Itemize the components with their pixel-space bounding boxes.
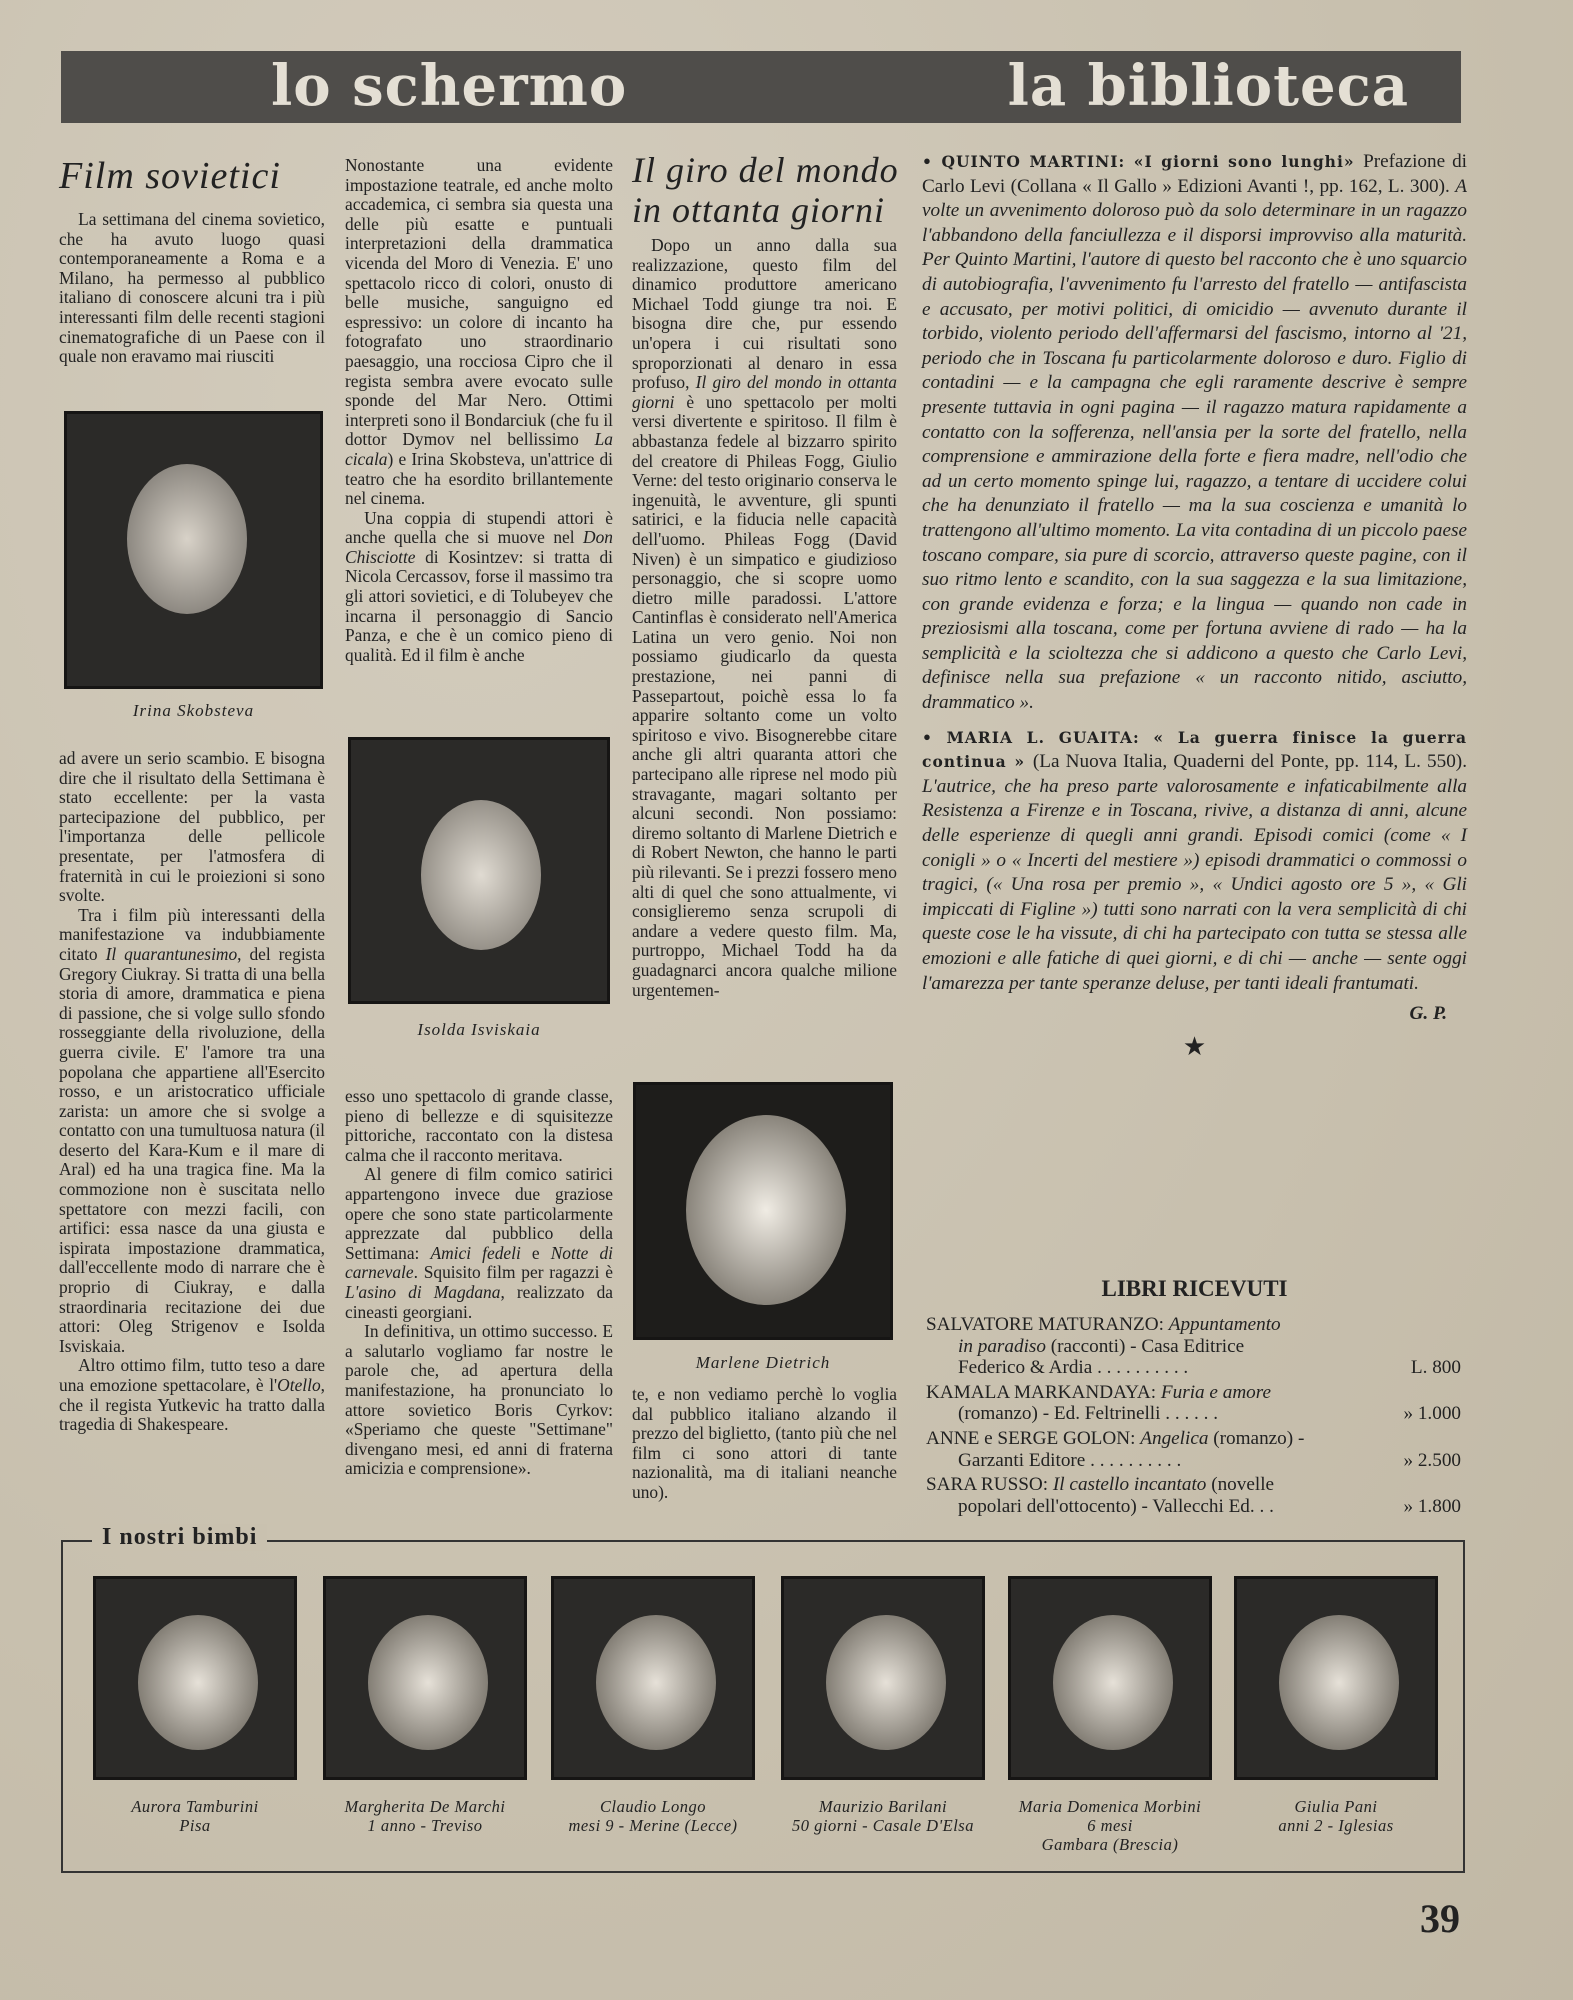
kid-caption	[768, 1797, 998, 1835]
kid-name: Maurizio Barilani	[818, 1797, 948, 1816]
text-run: , realizzato da cineasti georgiani.	[345, 1281, 613, 1322]
kid-info: anni 2 - Iglesias	[1278, 1816, 1394, 1835]
text-run: La cicala	[345, 429, 613, 469]
kid-caption	[80, 1797, 310, 1835]
kid-caption	[1221, 1797, 1451, 1835]
photo-caption: Irina Skobsteva	[132, 701, 255, 720]
article-body-col1	[59, 749, 325, 1435]
book-entry	[926, 1382, 1461, 1425]
kid-info: Pisa	[179, 1816, 211, 1835]
review-signature: G. P.	[1409, 1003, 1447, 1025]
kid-photo	[93, 1576, 297, 1780]
paragraph	[59, 210, 325, 367]
article-body-col2	[345, 1087, 613, 1479]
kid-info: 6 mesi	[1087, 1816, 1133, 1835]
text-run: Don Chisciotte	[345, 527, 613, 567]
text-run: Angelica	[1140, 1427, 1209, 1449]
paragraph	[345, 1165, 613, 1322]
article-body-col2-top	[345, 156, 613, 665]
text-run: L'asino di Magdana	[345, 1281, 501, 1302]
article-body-col3	[632, 236, 897, 1000]
text-run: A volte un avvenimento doloroso può da solo determinare in un ragazzo l'abbandono della fanciullezza e il disporsi improvviso alla maturità. Per Quinto Martini, l'autore di questo bel racconto che è uno squarcio di autobiografia, l'avvenimento fu l'arresto del fratello — antifascista e accusato, per motivi politici, di omicidio — avvenuto durante il torbido, violento periodo dell'affermarsi del fascismo, intorno al '21, periodo che in Toscana fu particolarmente doloroso e duro. Figlio di contadini — e la campagna che egli raramente descrive è sempre presente tuttavia in ogni pagina — il ragazzo matura rapidamente a contatto con la sofferenza, nell'ansia per la sorte del fratello, nella comprensione e ammirazione della forte e fiera madre, nell'odio che ad un certo momento spinge lui, ragazzo, a tentare di uccidere colui che ha denunziato il fratello — ma la sua coscienza e umanità lo trattengono all'ultimo momento. La vita contadina di un piccolo paese toscano compare, sia pure di scorcio, attraverso queste pagine, con il suo ritmo lento e scandito, con la sua saggezza e la sua limitazione, con grande evidenza e forza; e la lingua — quando non cade in preziosismi alla toscana, come per fortuna avviene di rado — ha la semplicità e la scioltezza che si addicono a questo che Carlo Levi, definisce nella sua prefazione « un racconto nitido, asciutto, drammatico ».	[922, 175, 1467, 714]
text-run: Prefazione di Carlo Levi (Collana « Il Gallo » Edizioni Avanti !, pp. 162, L. 300).	[922, 151, 1467, 197]
kid-name: Claudio Longo	[600, 1797, 706, 1816]
paragraph	[59, 906, 325, 1357]
text-run: in paradiso	[958, 1335, 1046, 1357]
photo-isolda-isviskaia	[348, 737, 610, 1004]
text-run: SARA RUSSO:	[926, 1474, 1053, 1496]
kid-caption	[995, 1797, 1225, 1854]
kid-name: Aurora Tamburini	[131, 1797, 259, 1816]
text-run: ) e Irina Skobsteva, un'attrice di teatro che ha esordito brillantemente nel cinema.	[345, 448, 613, 509]
kid-info: mesi 9 - Merine (Lecce)	[568, 1816, 738, 1835]
book-entry	[926, 1474, 1461, 1517]
title-line: Il giro del mondo	[632, 150, 899, 190]
text-run: , del regista Gregory Ciukray. Si tratta di una bella storia di amore, drammatica e piena di passione, che si volge sullo sfondo rosseggiante della rivoluzione, della guerra civile. E' l'amore tra una popolana che appartiene all'Esercito rosso, e un aristocratico ufficiale zarista: un amore che si svolge a contatto con una tumultuosa natura (il deserto del Kara-Kum e il mare di Aral) ed ha una tragica fine. Ma la commozione non è suscitata nello spettatore con mezzi facili, con artifici: essa nasce da una giusta e ispirata impostazione drammatica, dall'eccellente modo di narrare che è proprio di Ciukray, e dalla straordinaria recitazione dei due attori: Oleg Strigenov e Isolda Isviskaia.	[59, 943, 325, 1356]
text-run: In definitiva, un ottimo successo. E a salutarlo vogliamo far nostre le parole che, ad apertura della manifestazione, ha pronunciato lo attore sovietico Boris Cyrkov: «Speriamo che queste "Settimane" divengano mesi, ed anni di fraterna amicizia e comprensione».	[345, 1321, 613, 1479]
text-run: te, e non vediamo perchè lo voglia dal pubblico italiano alzando il prezzo del biglietto, (tanto più che nel film ci sono attori di tante nazionalità, ma di italiani neanche uno).	[632, 1384, 897, 1502]
photo-caption: Isolda Isviskaia	[417, 1020, 541, 1039]
book-line	[926, 1336, 1351, 1358]
text-run: Il quarantunesimo	[105, 943, 238, 964]
section-title-lo-schermo: lo schermo	[271, 53, 628, 119]
text-run: Al genere di film comico satirici appartengono invece due graziose opere che sono state particolarmente apprezzate dal pubblico della Settimana:	[345, 1164, 613, 1263]
libri-ricevuti-title: LIBRI RICEVUTI	[1101, 1276, 1288, 1301]
book-line	[926, 1314, 1351, 1336]
photo-marlene-dietrich	[633, 1082, 893, 1340]
text-run: Una coppia di stupendi attori è anche quella che si muove nel	[345, 507, 613, 548]
book-line	[926, 1496, 1351, 1518]
text-run: Otello	[277, 1375, 321, 1395]
article-title-film-sovietici: Film sovietici	[59, 155, 281, 197]
kid-photo	[781, 1576, 985, 1780]
text-run: , che il regista Yutkevic ha tratto dalla tragedia di Shakespeare.	[59, 1375, 325, 1435]
kid-name: Maria Domenica Morbini	[1018, 1797, 1202, 1816]
kid-caption	[538, 1797, 768, 1835]
book-line	[926, 1474, 1351, 1496]
book-price: » 1.000	[1403, 1403, 1461, 1425]
text-run: è uno spettacolo per molti versi divertente e spiritoso. Il film è abbastanza fedele al bizzarro spirito del creatore di Phileas Fogg, Giulio Verne: del testo originario conserva le ingenuità, le avventure, gli spunti satirici, e la fiducia nelle capacità dell'uomo. Phileas Fogg (David Niven) è un simpatico e giudizioso personaggio, che si scopre uomo dietro mille paradossi. L'attore Cantinflas è considerato nell'America Latina un vero genio. Noi non possiamo giudicarlo da questa prestazione, nei panni di Passepartout, poichè essa lo fa apparire soltanto come un volto spiritoso e vivo. Bisognerebbe citare anche gli altri quaranta attori che partecipano alle riprese nel modo più stravagante, magari soltanto per alcuni secondi. Non possiamo: diremo soltanto di Marlene Dietrich e di Robert Newton, che hanno le parti più rilevanti. Se i prezzi fossero meno alti di quel che sono attualmente, vi consiglieremo senza scrupoli di andare a vedere questo film. Ma, purtroppo, Michael Todd ha da guadagnarci ancora qualche milione urgentemen-	[632, 391, 897, 1000]
title-line: in ottanta giorni	[632, 190, 886, 230]
text-run: popolari dell'ottocento) - Vallecchi Ed. . .	[958, 1495, 1274, 1517]
text-run: • MARIA L. GUAITA: « La guerra finisce la guerra continua »	[922, 727, 1467, 772]
text-run: (novelle	[1206, 1474, 1275, 1496]
text-run: Notte di carnevale	[345, 1242, 614, 1283]
text-run: Furia e amore	[1160, 1381, 1272, 1403]
review-maria-guaita	[922, 726, 1467, 997]
book-price: » 2.500	[1403, 1449, 1461, 1471]
text-run: e	[520, 1242, 551, 1263]
article-body-col1-top	[59, 210, 325, 367]
text-run: Dopo un anno dalla sua realizzazione, questo film del dinamico produttore americano Michael Todd giunge tra noi. E bisogna dire che, pur essendo un'opera i cui risultati sono sproporzionati al denaro in essa profuso,	[632, 235, 897, 393]
text-run: • QUINTO MARTINI: «I giorni sono lunghi»	[922, 152, 1364, 171]
text-run: ANNE e SERGE GOLON:	[926, 1427, 1141, 1449]
bimbi-title: I nostri bimbi	[92, 1524, 267, 1551]
text-run: (La Nuova Italia, Quaderni del Ponte, pp. 114, L. 550).	[1032, 751, 1467, 773]
paragraph	[345, 509, 613, 666]
text-run: Nonostante una evidente impostazione teatrale, ed anche molto accademica, ci sembra sia questa una delle più esatte e puntuali interpretazioni della drammatica vicenda del Moro di Venezia. E' uno spettacolo ricco di colori, onusto di belle musiche, sanguigno ed espressivo: un colore di incanto ha fotografato uno straordinario paesaggio, una rocciosa Cipro che il regista sembra avere evocato sulle sponde del Mar Nero. Ottimi interpreti sono il Bondarciuk (che fu il dottor Dymov nel bellissimo	[345, 155, 613, 450]
text-run: La settimana del cinema sovietico, che ha avuto luogo quasi contemporaneamente a Roma e a Milano, ha permesso al pubblico italiano di conoscere alcuni tra i più interessanti film delle recenti stagioni cinematografiche di un Paese con il quale non eravamo mai riusciti	[59, 209, 325, 367]
book-line	[926, 1403, 1351, 1425]
text-run: Federico & Ardia . . . . . . . . . .	[958, 1357, 1189, 1379]
text-run: esso uno spettacolo di grande classe, pieno di bellezze e di squisitezze pittoriche, raccontato con la distesa calma che il racconto meritava.	[345, 1086, 613, 1165]
text-run: Garzanti Editore . . . . . . . . . .	[958, 1449, 1182, 1471]
libri-ricevuti-list	[926, 1314, 1461, 1520]
text-run: (racconti) - Casa Editrice	[1045, 1335, 1245, 1357]
kid-photo	[551, 1576, 755, 1780]
paragraph	[345, 1087, 613, 1165]
book-entry	[926, 1314, 1461, 1379]
kid-photo	[1008, 1576, 1212, 1780]
kid-name: Margherita De Marchi	[344, 1797, 506, 1816]
paragraph	[59, 1356, 325, 1434]
text-run: Appuntamento	[1168, 1314, 1281, 1335]
kid-info: 50 giorni - Casale D'Elsa	[792, 1816, 974, 1835]
star-icon: ★	[1182, 1031, 1207, 1061]
kid-photo	[1234, 1576, 1438, 1780]
kid-photo	[323, 1576, 527, 1780]
article-title-giro-del-mondo	[632, 150, 899, 230]
book-reviews	[922, 150, 1467, 1059]
book-line	[926, 1450, 1351, 1472]
text-run: Il giro del mondo in ottanta giorni	[632, 372, 897, 412]
text-run: Il castello incantato	[1052, 1474, 1207, 1496]
article-body-col3-bottom	[632, 1385, 897, 1503]
text-run: di Kosintzev: si tratta di Nicola Cercassov, forse il massimo tra gli attori sovietici, e di Tolubeyev che incarna il personaggio di Sancio Panza, e che è un comico pieno di qualità. Ed il film è anche	[345, 546, 613, 665]
page-number: 39	[1420, 1896, 1460, 1941]
paragraph	[632, 1385, 897, 1503]
kid-caption	[310, 1797, 540, 1835]
text-run: SALVATORE MATURANZO:	[926, 1314, 1169, 1335]
text-run: Altro ottimo film, tutto teso a dare una emozione spettacolare, è l'	[59, 1355, 325, 1395]
text-run: (romanzo) -	[1208, 1427, 1305, 1449]
text-run: . Squisito film per ragazzi è	[413, 1262, 613, 1283]
paragraph	[632, 236, 897, 1000]
book-line	[926, 1357, 1351, 1379]
book-line	[926, 1428, 1351, 1450]
text-run: L'autrice, che ha preso parte valorosamente e infaticabilmente alla Resistenza a Firenze e in Toscana, rivive, a distanza di anni, alcune delle esperienze di quegli anni grandi. Episodi comici (come « I conigli » o « Incerti del mestiere ») episodi drammatici o commossi o tragici, (« Una rosa per premio », « Undici agosto ore 5 », « Gli impiccati di Figline ») tutti sono narrati con la vera semplicità di chi queste cose le ha vissute, di chi ha partecipato con tutta se stessa alle emozioni e alle fatiche di quei giorni, e di chi — anche — sente oggi l'amarezza per tante speranze deluse, per tanti ideali frantumati.	[922, 775, 1467, 994]
book-line	[926, 1382, 1351, 1404]
book-entry	[926, 1428, 1461, 1471]
section-title-la-biblioteca: la biblioteca	[1007, 53, 1409, 119]
paragraph	[345, 156, 613, 509]
text-run: ad avere un serio scambio. E bisogna dire che il risultato della Settimana è stato eccellente: per la vasta partecipazione del pubblico, per l'importanza delle pellicole presentate, per l'atmosfera di fraternità in cui le proiezioni si sono svolte.	[59, 748, 325, 906]
section-header-bar	[61, 51, 1461, 123]
text-run: Tra i film più interessanti della manifestazione va indubbiamente citato	[59, 904, 325, 964]
text-run: (romanzo) - Ed. Feltrinelli . . . . . .	[958, 1403, 1219, 1425]
photo-caption: Marlene Dietrich	[695, 1353, 831, 1372]
book-price: » 1.800	[1403, 1495, 1461, 1517]
paragraph	[345, 1322, 613, 1479]
photo-irina-skobsteva	[64, 411, 323, 689]
paragraph	[59, 749, 325, 906]
kid-name: Giulia Pani	[1294, 1797, 1378, 1816]
kid-info: 1 anno - Treviso	[367, 1816, 483, 1835]
text-run: Amici fedeli	[430, 1242, 521, 1263]
review-quinto-martini	[922, 150, 1467, 716]
text-run: KAMALA MARKANDAYA:	[926, 1381, 1161, 1403]
kid-info2: Gambara (Brescia)	[1041, 1835, 1179, 1854]
book-price: L. 800	[1410, 1357, 1461, 1379]
